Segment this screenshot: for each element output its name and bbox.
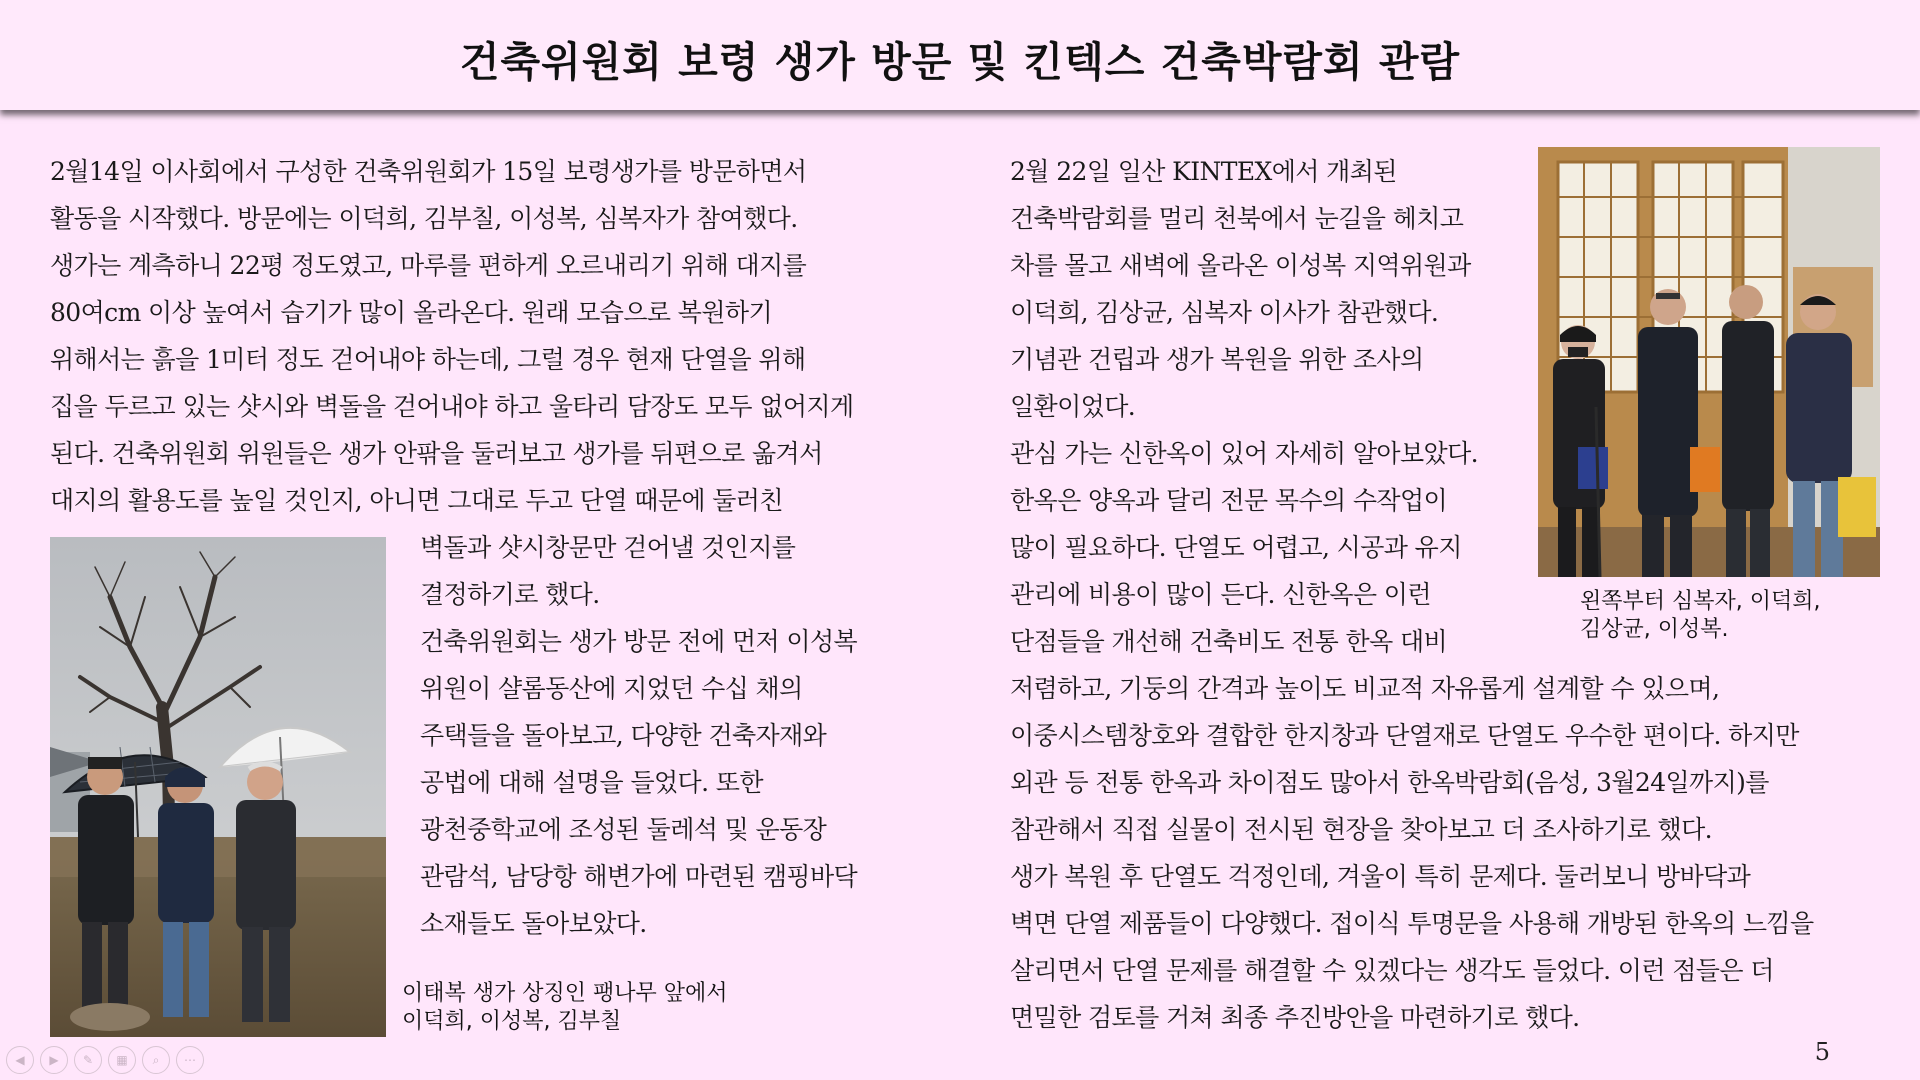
text-line: 생가는 계측하니 22평 정도였고, 마루를 편하게 오르내리기 위해 대지를 [50,251,807,280]
photo-kintex-visit [1538,147,1880,577]
text-line: 활동을 시작했다. 방문에는 이덕희, 김부칠, 이성복, 심복자가 참여했다. [50,204,798,233]
text-line: 관리에 비용이 많이 든다. 신한옥은 이런 [1010,580,1431,609]
text-line: 저렴하고, 기둥의 간격과 높이도 비교적 자유롭게 설계할 수 있으며, [1010,674,1720,703]
text-line: 많이 필요하다. 단열도 어렵고, 시공과 유지 [1010,533,1462,562]
caption-line: 이덕희, 이성복, 김부칠 [402,1009,622,1034]
more-icon[interactable]: ⋯ [176,1046,204,1074]
page-number: 5 [1814,1038,1830,1066]
text-line: 이덕희, 김상균, 심복자 이사가 참관했다. [1010,298,1439,327]
text-line: 2월 22일 일산 KINTEX에서 개최된 [1010,157,1397,186]
page-title: 건축위원회 보령 생가 방문 및 킨텍스 건축박람회 관람 [459,37,1461,86]
text-line: 일환이었다. [1010,392,1136,421]
text-line: 이중시스템창호와 결합한 한지창과 단열재로 단열도 우수한 편이다. 하지만 [1010,721,1799,750]
photo-kintex-image [1538,147,1880,577]
caption-line: 김상균, 이성복. [1580,617,1729,642]
text-line: 광천중학교에 조성된 둘레석 및 운동장 [420,815,827,844]
text-line: 건축박람회를 멀리 천북에서 눈길을 헤치고 [1010,204,1464,233]
text-line: 관심 가는 신한옥이 있어 자세히 알아보았다. [1010,439,1478,468]
text-line: 결정하기로 했다. [420,580,600,609]
text-line: 80여cm 이상 높여서 습기가 많이 올라온다. 원래 모습으로 복원하기 [50,298,772,327]
text-line: 한옥은 양옥과 달리 전문 목수의 수작업이 [1010,486,1448,515]
text-line: 외관 등 전통 한옥과 차이점도 많아서 한옥박람회(음성, 3월24일까지)를 [1010,768,1769,797]
text-line: 단점들을 개선해 건축비도 전통 한옥 대비 [1010,627,1448,656]
text-line: 2월14일 이사회에서 구성한 건축위원회가 15일 보령생가를 방문하면서 [50,157,807,186]
text-line: 기념관 건립과 생가 복원을 위한 조사의 [1010,345,1424,374]
text-line: 벽돌과 샷시창문만 걷어낼 것인지를 [420,533,796,562]
photo-birthplace-visit [50,537,386,1037]
text-line: 벽면 단열 제품들이 다양했다. 접이식 투명문을 사용해 개방된 한옥의 느낌을 [1010,909,1814,938]
caption-line: 왼쪽부터 심복자, 이덕희, [1580,589,1821,614]
text-line: 면밀한 검토를 거쳐 최종 추진방안을 마련하기로 했다. [1010,1003,1580,1032]
text-line: 위원이 샬롬동산에 지었던 수십 채의 [420,674,803,703]
text-line: 된다. 건축위원회 위원들은 생가 안팎을 둘러보고 생가를 뒤편으로 옮겨서 [50,439,823,468]
text-line: 관람석, 남당항 해변가에 마련된 캠핑바닥 [420,862,858,891]
text-line: 차를 몰고 새벽에 올라온 이성복 지역위원과 [1010,251,1471,280]
pen-icon[interactable]: ✎ [74,1046,102,1074]
text-line: 소재들도 돌아보았다. [420,909,647,938]
title-bar [0,0,1920,110]
slideshow-controls [6,1046,204,1074]
left-photo-caption [402,980,728,1036]
next-icon[interactable]: ▶ [40,1046,68,1074]
slides-icon[interactable]: ▦ [108,1046,136,1074]
text-line: 건축위원회는 생가 방문 전에 먼저 이성복 [420,627,858,656]
text-line: 살리면서 단열 문제를 해결할 수 있겠다는 생각도 들었다. 이런 점들은 더 [1010,956,1774,985]
text-line: 생가 복원 후 단열도 걱정인데, 겨울이 특히 문제다. 둘러보니 방바닥과 [1010,862,1751,891]
zoom-icon[interactable]: ⌕ [142,1046,170,1074]
prev-icon[interactable]: ◀ [6,1046,34,1074]
text-line: 참관해서 직접 실물이 전시된 현장을 찾아보고 더 조사하기로 했다. [1010,815,1712,844]
right-photo-caption [1580,588,1821,644]
text-line: 대지의 활용도를 높일 것인지, 아니면 그대로 두고 단열 때문에 둘러친 [50,486,783,515]
caption-line: 이태복 생가 상징인 팽나무 앞에서 [402,981,728,1006]
photo-birthplace-image [50,537,386,1037]
text-line: 집을 두르고 있는 샷시와 벽돌을 걷어내야 하고 울타리 담장도 모두 없어지게 [50,392,854,421]
text-line: 주택들을 돌아보고, 다양한 건축자재와 [420,721,827,750]
text-line: 위해서는 흙을 1미터 정도 걷어내야 하는데, 그럴 경우 현재 단열을 위해 [50,345,806,374]
text-line: 공법에 대해 설명을 들었다. 또한 [420,768,763,797]
